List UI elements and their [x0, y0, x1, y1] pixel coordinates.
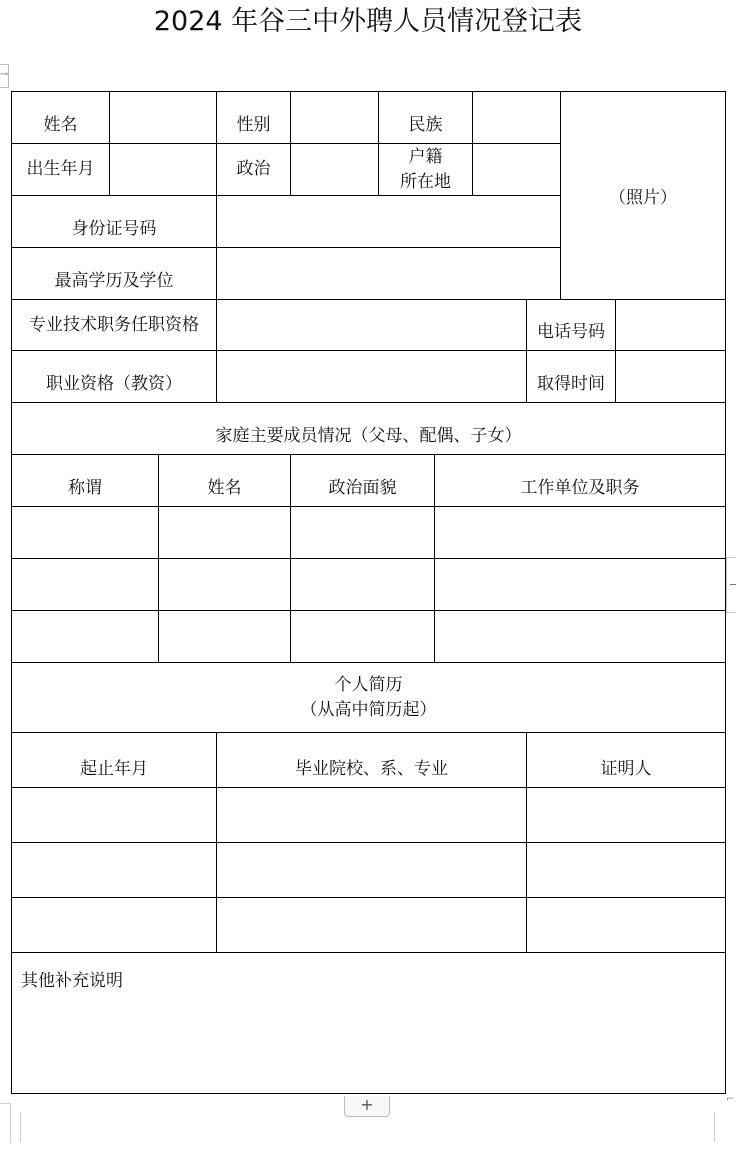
- obtained-time-label: 取得时间: [527, 351, 616, 403]
- resume-cell[interactable]: [12, 843, 217, 898]
- family-section-heading: 家庭主要成员情况（父母、配偶、子女）: [12, 403, 726, 455]
- political-status-label: 政治: [217, 144, 291, 196]
- family-col-employer: 工作单位及职务: [435, 455, 726, 507]
- page-margin-guide: [20, 1112, 21, 1142]
- resume-row: [12, 898, 726, 953]
- resume-row: [12, 843, 726, 898]
- family-cell[interactable]: [435, 559, 726, 611]
- resume-heading-line1: 个人简历: [334, 674, 403, 695]
- gender-label: 性别: [217, 92, 291, 144]
- birth-date-field[interactable]: [110, 144, 217, 196]
- form-title: 2024 年谷三中外聘人员情况登记表: [153, 6, 583, 37]
- id-number-field[interactable]: [217, 196, 561, 248]
- hukou-location-label: [379, 144, 473, 196]
- page-margin-guide: [10, 1103, 11, 1143]
- resume-col-school-major: 毕业院校、系、专业: [217, 733, 527, 788]
- family-row: [12, 559, 726, 611]
- ethnicity-field[interactable]: [473, 92, 561, 144]
- family-cell[interactable]: [12, 611, 159, 663]
- hukou-location-field[interactable]: [473, 144, 561, 196]
- resume-cell[interactable]: [527, 788, 726, 843]
- registration-form-table: [11, 91, 726, 1094]
- resume-heading-line2: （从高中简历起）: [300, 699, 437, 720]
- minus-icon: [730, 584, 736, 585]
- margin-marker-icon: →: [0, 64, 9, 88]
- resume-cell[interactable]: [527, 843, 726, 898]
- page-margin-guide: [714, 1112, 715, 1142]
- resume-cell[interactable]: [12, 788, 217, 843]
- family-row: [12, 611, 726, 663]
- family-cell[interactable]: [291, 611, 435, 663]
- table-resize-corner-icon[interactable]: ⌐: [726, 1094, 735, 1105]
- family-col-political: 政治面貌: [291, 455, 435, 507]
- additional-notes-label: 其他补充说明: [21, 971, 123, 991]
- resume-cell[interactable]: [217, 788, 527, 843]
- family-col-relation: 称谓: [12, 455, 159, 507]
- resume-section-heading: [12, 663, 726, 733]
- vocational-qualification-field[interactable]: [217, 351, 527, 403]
- family-row: [12, 507, 726, 559]
- professional-title-label: 专业技术职务任职资格: [12, 300, 217, 351]
- resume-cell[interactable]: [527, 898, 726, 953]
- hukou-label-line1: 户籍: [408, 146, 443, 167]
- birth-date-label: 出生年月: [12, 144, 110, 196]
- phone-field[interactable]: [616, 300, 726, 351]
- education-degree-field[interactable]: [217, 248, 561, 300]
- resume-cell[interactable]: [217, 843, 527, 898]
- table-row-resize-handle[interactable]: [726, 557, 736, 613]
- family-cell[interactable]: [435, 507, 726, 559]
- resume-row: [12, 788, 726, 843]
- family-cell[interactable]: [291, 507, 435, 559]
- education-degree-label: 最高学历及学位: [12, 248, 217, 300]
- gender-field[interactable]: [291, 92, 379, 144]
- hukou-label-line2: 所在地: [400, 171, 451, 192]
- resume-col-witness: 证明人: [527, 733, 726, 788]
- ethnicity-label: 民族: [379, 92, 473, 144]
- family-cell[interactable]: [159, 559, 291, 611]
- family-cell[interactable]: [291, 559, 435, 611]
- family-col-name: 姓名: [159, 455, 291, 507]
- resume-col-period: 起止年月: [12, 733, 217, 788]
- family-cell[interactable]: [12, 559, 159, 611]
- family-cell[interactable]: [159, 507, 291, 559]
- resume-cell[interactable]: [217, 898, 527, 953]
- phone-label: 电话号码: [527, 300, 616, 351]
- additional-notes-field[interactable]: [12, 953, 726, 1094]
- page-margin-guide: [0, 1103, 10, 1104]
- vocational-qualification-label: 职业资格（教资）: [12, 351, 217, 403]
- photo-box[interactable]: （照片）: [561, 92, 726, 300]
- id-number-label: 身份证号码: [12, 196, 217, 248]
- family-cell[interactable]: [159, 611, 291, 663]
- obtained-time-field[interactable]: [616, 351, 726, 403]
- resume-cell[interactable]: [12, 898, 217, 953]
- name-label: 姓名: [12, 92, 110, 144]
- name-field[interactable]: [110, 92, 217, 144]
- political-status-field[interactable]: [291, 144, 379, 196]
- add-row-button[interactable]: +: [344, 1096, 390, 1117]
- family-cell[interactable]: [12, 507, 159, 559]
- family-cell[interactable]: [435, 611, 726, 663]
- professional-title-field[interactable]: [217, 300, 527, 351]
